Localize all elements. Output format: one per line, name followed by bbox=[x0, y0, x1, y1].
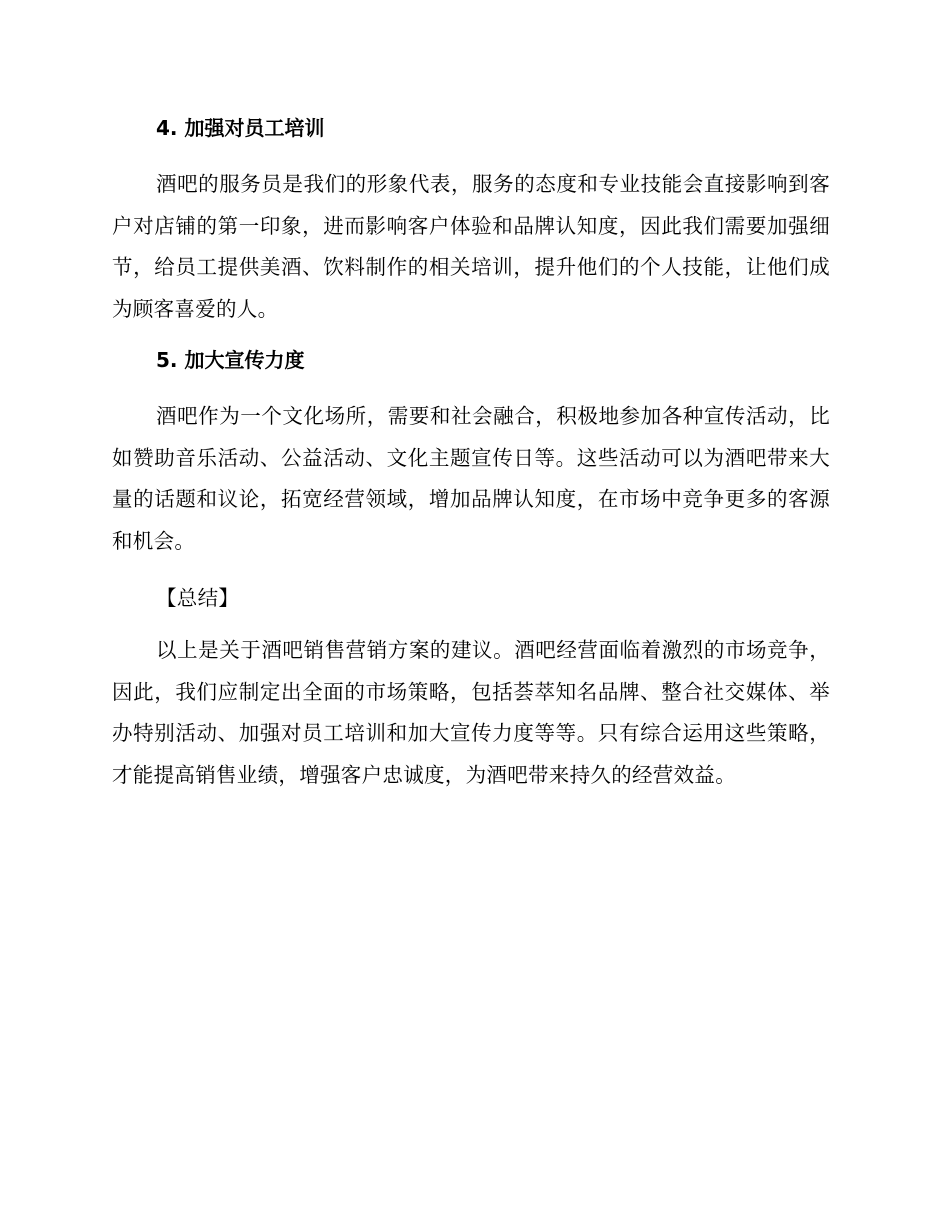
summary-label: 【总结】 bbox=[156, 586, 240, 610]
section-paragraph-promotion: 酒吧作为一个文化场所，需要和社会融合，积极地参加各种宣传活动，比如赞助音乐活动、公益活动、文化主题宣传日等。这些活动可以为酒吧带来大量的话题和议论，拓宽经营领域，增加品牌认知度，在市场中竞争更多的客源和机会。 bbox=[112, 404, 830, 553]
summary-paragraph: 以上是关于酒吧销售营销方案的建议。酒吧经营面临着激烈的市场竞争，因此，我们应制定出全面的市场策略，包括荟萃知名品牌、整合社交媒体、举办特别活动、加强对员工培训和加大宣传力度等等。只有综合运用这些策略，才能提高销售业绩，增强客户忠诚度，为酒吧带来持久的经营效益。 bbox=[112, 638, 830, 787]
section-heading-promotion: 5. 加大宣传力度 bbox=[156, 348, 305, 372]
section-heading-staff-training: 4. 加强对员工培训 bbox=[156, 116, 325, 140]
section-paragraph-staff-training: 酒吧的服务员是我们的形象代表，服务的态度和专业技能会直接影响到客户对店铺的第一印象，进而影响客户体验和品牌认知度，因此我们需要加强细节，给员工提供美酒、饮料制作的相关培训，提升他们的个人技能，让他们成为顾客喜爱的人。 bbox=[112, 172, 830, 321]
document-page bbox=[112, 110, 830, 796]
